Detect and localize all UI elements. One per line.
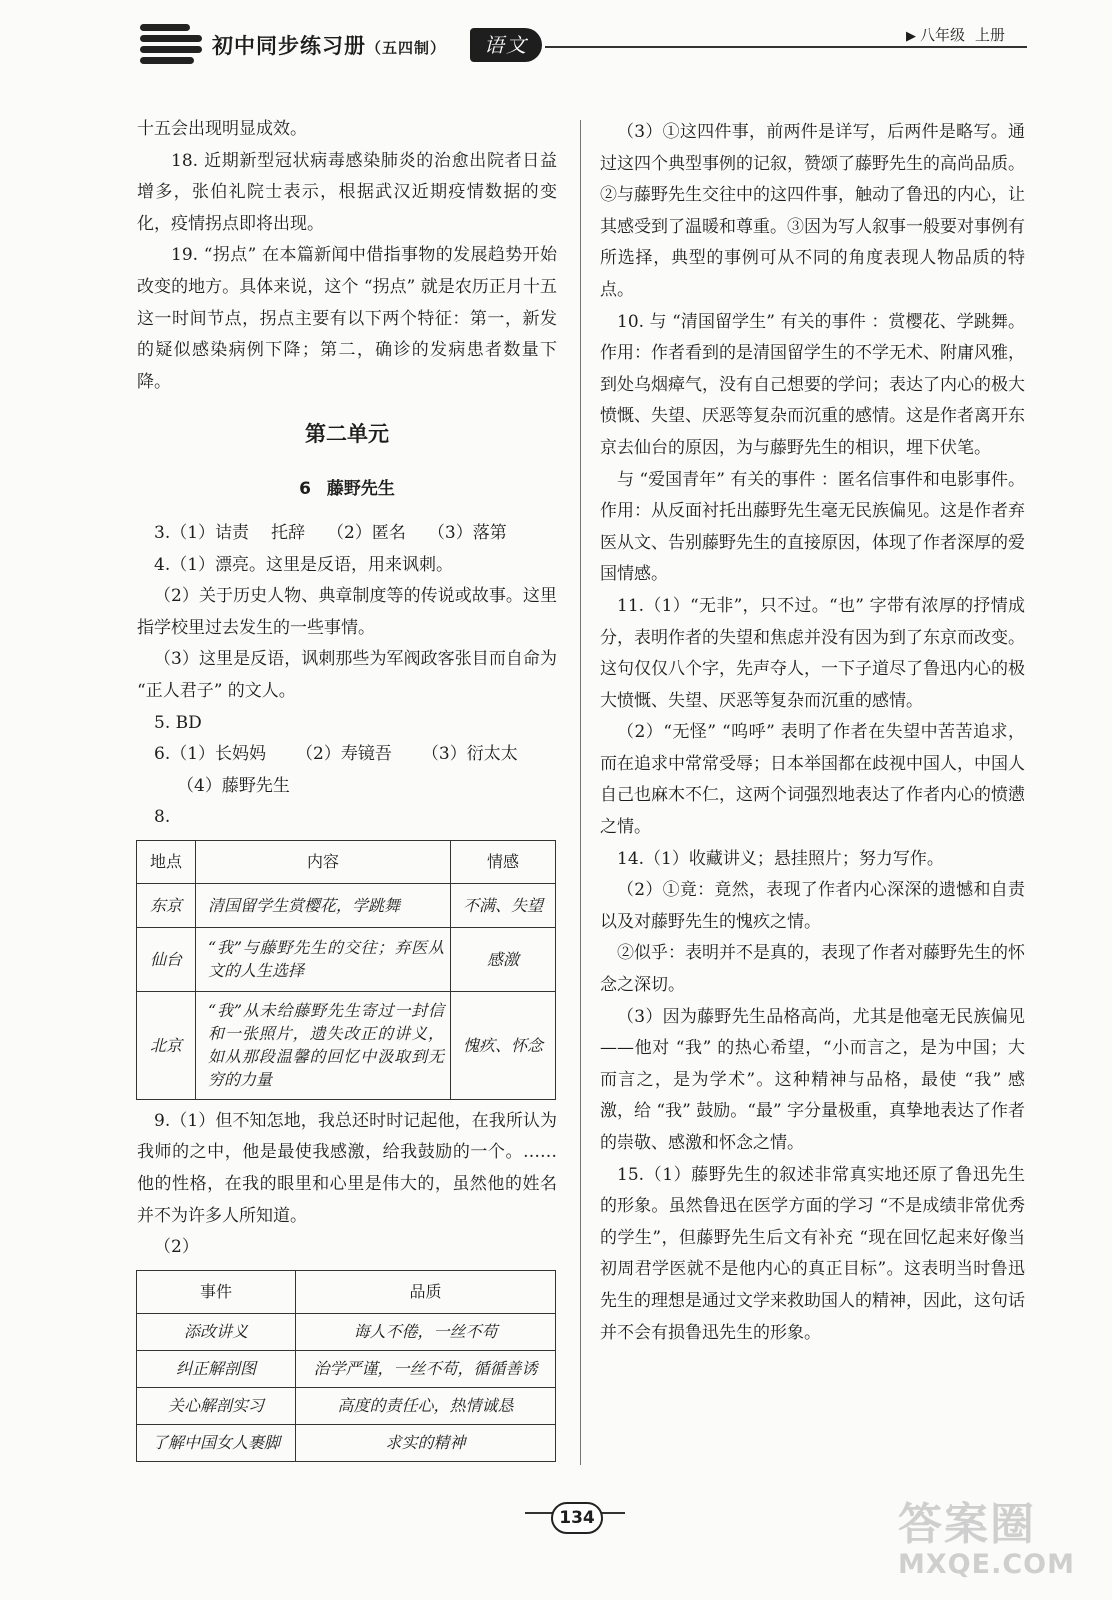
table-cell: 感激: [451, 927, 556, 991]
book-logo-icon: [140, 22, 202, 66]
answer-q10-1: 10. 与 “清国留学生” 有关的事件 ：赏樱花、学跳舞。作用：作者看到的是清国留学生的不学无术、附庸风雅，到处乌烟瘴气，没有自己想要的学问；表达了内心的极大愤慨、失望、厌恶等复杂而沉重的感情。这是作者离开东京去仙台的原因，为与藤野先生的相识，埋下伏笔。: [600, 311, 1025, 458]
left-column: [137, 114, 557, 1468]
table-header: 内容: [196, 840, 451, 883]
table-cell: 不满、失望: [451, 883, 556, 927]
book-title: [212, 30, 446, 60]
right-column: [600, 117, 1025, 1349]
table-row: [137, 1313, 556, 1350]
table-header-row: [137, 840, 556, 883]
q6-a: 6.（1）长妈妈: [154, 744, 267, 765]
answer-q4-1: 4.（1）漂亮。这里是反语，用来讽刺。: [154, 554, 454, 575]
answer-q14-2: （2）①竟：竟然，表现了作者内心深深的遗憾和自责以及对藤野先生的愧疚之情。: [600, 880, 1025, 932]
answer-p1: 十五会出现明显成效。: [137, 119, 307, 139]
page-header: [0, 0, 1112, 80]
answer-q5: 5. BD: [154, 712, 202, 733]
table-cell: 了解中国女人裹脚: [137, 1424, 296, 1461]
table-row: [137, 927, 556, 991]
q3-d: （3）落第: [427, 522, 507, 543]
table-row: [137, 1387, 556, 1424]
watermark-logo: 答案圈: [898, 1499, 1036, 1550]
table-row: [137, 1350, 556, 1387]
q3-b: 托辞: [271, 522, 306, 543]
answer-q9-1: 9.（1）但不知怎地，我总还时时记起他，在我所认为我师的之中，他是最使我感激，给我鼓励的一个。……他的性格，在我的眼里和心里是伟大的，虽然他的姓名并不为许多人所知道。: [137, 1110, 557, 1226]
answer-q11-1: 11.（1）“无非”，只不过。“也” 字带有浓厚的抒情成分，表明作者的失望和焦虑并没有因为到了东京而改变。这句仅仅八个字，先声夺人，一下子道尽了鲁迅内心的极大愤慨、失望、厌恶等复杂而沉重的感情。: [600, 595, 1025, 711]
page-number-badge: [525, 1500, 625, 1544]
answer-q9-3: （3）①这四件事，前两件是详写，后两件是略写。通过这四个典型事例的记叙，赞颂了藤野先生的高尚品质。②与藤野先生交往中的这四件事，触动了鲁迅的内心，让其感受到了温暖和尊重。③因为写人叙事一般要对事例有所选择，典型的事例可从不同的角度表现人物品质的特点。: [600, 122, 1025, 300]
answer-q18: 18. 近期新型冠状病毒感染肺炎的治愈出院者日益增多，张伯礼院士表示，根据武汉近期疫情数据的变化，疫情拐点即将出现。: [137, 150, 557, 234]
table-cell: 清国留学生赏樱花，学跳舞: [196, 883, 451, 927]
column-divider: [580, 120, 581, 1465]
q6-c: （3）衍太太: [421, 744, 518, 765]
lesson-number: 6: [299, 479, 311, 500]
table-header: 事件: [137, 1270, 296, 1313]
answer-q14-4: （3）因为藤野先生品格高尚，尤其是他毫无民族偏见——他对 “我” 的热心希望，“小而言之，是为中国；大而言之，是为学术”。这种精神与品格，最使 “我” 感激，给 “我” 鼓励。“最” 字分量极重，真挚地表达了作者的崇敬、感激和怀念之情。: [600, 1006, 1025, 1153]
table-cell: “我”与藤野先生的交往；弃医从文的人生选择: [196, 927, 451, 991]
watermark-url: MXQE.COM: [898, 1549, 1075, 1580]
table-header: 地点: [137, 840, 196, 883]
book-subtitle: （五四制）: [366, 39, 447, 57]
q3-c: （2）匿名: [327, 522, 406, 543]
table-cell: 北京: [137, 991, 196, 1099]
header-rule: [545, 46, 1027, 48]
answer-q6: [137, 739, 557, 771]
unit-title: 第二单元: [305, 422, 389, 447]
table-cell: 纠正解剖图: [137, 1350, 296, 1387]
lesson-title-text: 藤野先生: [326, 479, 395, 500]
q6-b: （2）寿镜吾: [296, 744, 392, 765]
answer-q4-3: （3）这里是反语，讽刺那些为军阀政客张目而自命为 “正人君子” 的文人。: [137, 649, 557, 701]
answer-q15-1: 15.（1）藤野先生的叙述非常真实地还原了鲁迅先生的形象。虽然鲁迅在医学方面的学习 “不是成绩非常优秀的学生”，但藤野先生后文有补充 “现在回忆起来好像当初周君学医就不是他内心的真正目标”。这表明当时鲁迅先生的理想是通过文学来救助国人的精神，因此，这句话并不会有损鲁迅先生的形象。: [600, 1164, 1025, 1343]
triangle-icon: ▶: [906, 29, 916, 44]
grade-text: 八年级: [920, 26, 966, 44]
table-event-quality: [136, 1270, 556, 1462]
table-cell: 关心解剖实习: [137, 1387, 296, 1424]
table-header-row: [137, 1270, 556, 1313]
semester-text: 上册: [975, 26, 1006, 44]
table-cell: 求实的精神: [296, 1424, 556, 1461]
watermark: [898, 1500, 1088, 1590]
table-cell: “我”从未给藤野先生寄过一封信和一张照片，遗失改正的讲义，如从那段温馨的回忆中汲取到无穷的力量: [196, 991, 451, 1099]
grade-label: [906, 24, 1005, 45]
table-header: 品质: [296, 1270, 556, 1313]
table-cell: 仙台: [137, 927, 196, 991]
answer-q4-2: （2）关于历史人物、典章制度等的传说或故事。这里指学校里过去发生的一些事情。: [137, 586, 557, 638]
answer-q10-2: 与 “爱国青年” 有关的事件 ：匿名信事件和电影事件。作用：从反面衬托出藤野先生毫无民族偏见。这是作者弃医从文、告别藤野先生的直接原因，体现了作者深厚的爱国情感。: [600, 469, 1025, 585]
answer-q11-2: （2）“无怪” “呜呼” 表明了作者在失望中苦苦追求，而在追求中常常受辱；日本举国都在歧视中国人，中国人自己也麻木不仁，这两个词强烈地表达了作者内心的愤懑之情。: [600, 722, 1025, 838]
answer-q8: 8.: [154, 807, 171, 828]
table-location-content-emotion: [136, 840, 556, 1100]
q3-a: 3.（1）诘责: [154, 522, 250, 543]
subject-badge: 语文: [470, 28, 542, 62]
table-cell: 添改讲义: [137, 1313, 296, 1350]
answer-q9-2: （2）: [154, 1237, 199, 1258]
answer-q14-3: ②似乎：表明并不是真的，表现了作者对藤野先生的怀念之深切。: [600, 943, 1025, 996]
book-title-text: 初中同步练习册: [212, 34, 366, 58]
answer-q3: [137, 518, 557, 550]
answer-q6-d: （4）藤野先生: [177, 775, 290, 796]
table-cell: 愧疚、怀念: [451, 991, 556, 1099]
table-row: [137, 1424, 556, 1461]
table-cell: 东京: [137, 883, 196, 927]
table-row: [137, 883, 556, 927]
answer-q19: 19. “拐点” 在本篇新闻中借指事物的发展趋势开始改变的地方。具体来说，这个 “拐点” 就是农历正月十五这一时间节点，拐点主要有以下两个特征：第一，新发的疑似感染病例下降；第二，确诊的发病患者数量下降。: [137, 245, 557, 392]
lesson-title: [137, 474, 557, 506]
table-cell: 高度的责任心，热情诚恳: [296, 1387, 556, 1424]
table-cell: 诲人不倦，一丝不苟: [296, 1313, 556, 1350]
page-number: 134: [551, 1502, 603, 1534]
answer-q14-1: 14.（1）收藏讲义；悬挂照片；努力写作。: [617, 848, 944, 869]
table-cell: 治学严谨，一丝不苟，循循善诱: [296, 1350, 556, 1387]
table-header: 情感: [451, 840, 556, 883]
table-row: [137, 991, 556, 1099]
